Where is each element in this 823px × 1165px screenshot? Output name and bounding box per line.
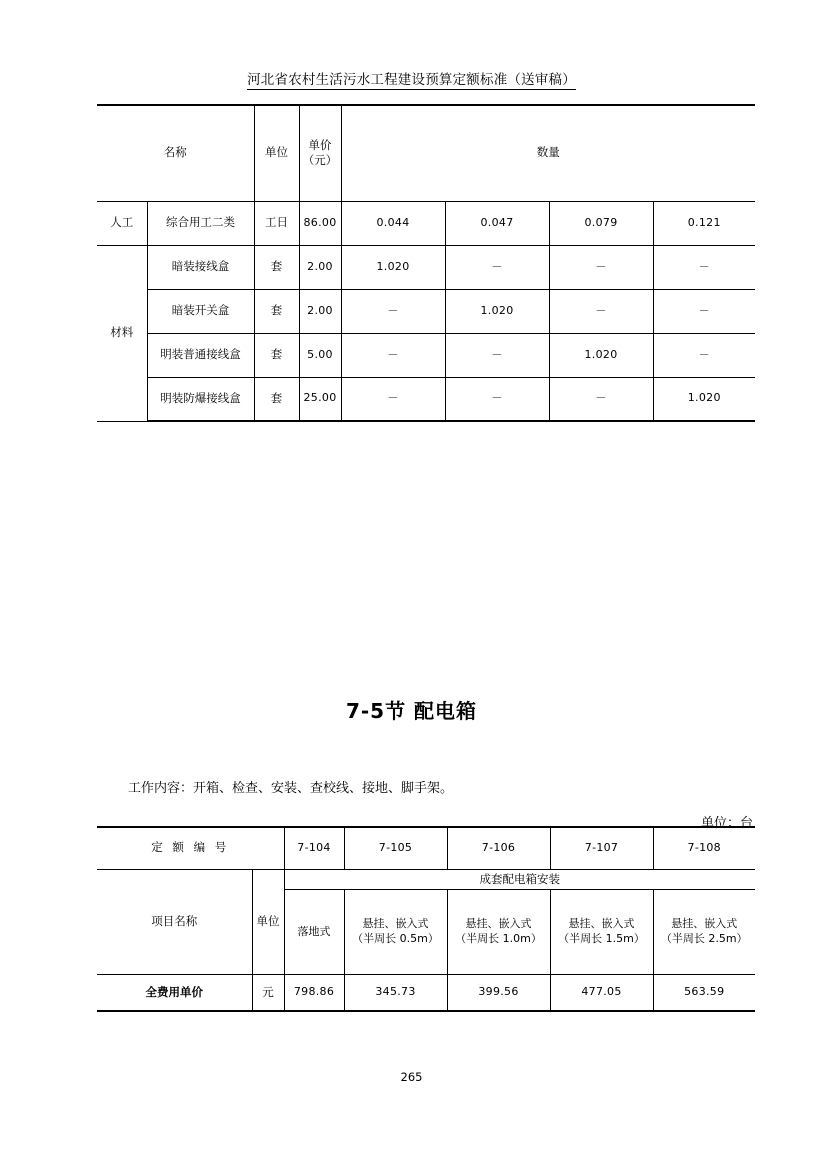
header-unit-price bbox=[299, 105, 341, 201]
header-unit-price-line1: 单价 bbox=[308, 137, 332, 152]
column-type bbox=[284, 890, 344, 975]
materials-quota-table bbox=[97, 104, 755, 422]
header-group-title: 成套配电箱安装 bbox=[284, 869, 755, 890]
quota-number: 7-104 bbox=[284, 827, 344, 869]
column-type-line2: （半周长 1.0m） bbox=[455, 932, 542, 946]
column-type-line1: 悬挂、嵌入式 bbox=[465, 917, 532, 931]
item-quantity: － bbox=[549, 245, 653, 289]
item-quantity: 0.121 bbox=[653, 201, 755, 245]
item-quantity: － bbox=[653, 289, 755, 333]
item-name: 综合用工二类 bbox=[147, 201, 254, 245]
page-number: 265 bbox=[400, 1070, 423, 1084]
item-name: 明装防爆接线盒 bbox=[147, 377, 254, 421]
price-value: 798.86 bbox=[284, 975, 344, 1011]
item-quantity: 1.020 bbox=[653, 377, 755, 421]
item-quantity: 0.047 bbox=[445, 201, 549, 245]
price-row-unit: 元 bbox=[252, 975, 284, 1011]
table-row bbox=[97, 333, 755, 377]
item-quantity: 0.044 bbox=[341, 201, 445, 245]
item-quantity: － bbox=[445, 333, 549, 377]
header-unit: 单位 bbox=[252, 869, 284, 975]
item-quantity: － bbox=[341, 377, 445, 421]
item-quantity: － bbox=[341, 333, 445, 377]
column-type-line1: 悬挂、嵌入式 bbox=[568, 917, 635, 931]
column-type-line1: 落地式 bbox=[297, 924, 331, 938]
item-name: 暗装开关盒 bbox=[147, 289, 254, 333]
item-quantity: 1.020 bbox=[445, 289, 549, 333]
item-unit: 套 bbox=[254, 245, 299, 289]
column-type bbox=[447, 890, 550, 975]
price-value: 399.56 bbox=[447, 975, 550, 1011]
quota-number-row bbox=[97, 827, 755, 869]
panels-quota-table bbox=[97, 826, 755, 1012]
table-row bbox=[97, 201, 755, 245]
item-quantity: － bbox=[549, 377, 653, 421]
item-quantity: － bbox=[653, 245, 755, 289]
item-unit: 套 bbox=[254, 289, 299, 333]
column-type-line2: （半周长 1.5m） bbox=[558, 932, 645, 946]
column-type bbox=[344, 890, 447, 975]
item-quantity: － bbox=[445, 245, 549, 289]
item-quantity: 1.020 bbox=[341, 245, 445, 289]
unit-note: 单位：台 bbox=[700, 816, 753, 831]
column-type-line2: （半周长 2.5m） bbox=[660, 932, 748, 946]
column-type bbox=[653, 890, 755, 975]
item-quantity: － bbox=[341, 289, 445, 333]
document-header-title-text: 河北省农村生活污水工程建设预算定额标准（送审稿） bbox=[247, 72, 576, 88]
item-unit-price: 2.00 bbox=[299, 245, 341, 289]
item-quantity: 0.079 bbox=[549, 201, 653, 245]
item-unit: 套 bbox=[254, 377, 299, 421]
item-unit: 套 bbox=[254, 333, 299, 377]
item-quantity: 1.020 bbox=[549, 333, 653, 377]
quota-number: 7-108 bbox=[653, 827, 755, 869]
price-value: 563.59 bbox=[653, 975, 755, 1011]
item-unit-price: 86.00 bbox=[299, 201, 341, 245]
price-value: 345.73 bbox=[344, 975, 447, 1011]
column-type-line1: 悬挂、嵌入式 bbox=[671, 917, 738, 931]
quota-number: 7-105 bbox=[344, 827, 447, 869]
header-unit: 单位 bbox=[254, 105, 299, 201]
table-header-row bbox=[97, 105, 755, 201]
work-content-line: 工作内容：开箱、检查、安装、查校线、接地、脚手架。 bbox=[128, 781, 454, 796]
table-row bbox=[97, 289, 755, 333]
item-quantity: － bbox=[549, 289, 653, 333]
header-quantity: 数量 bbox=[341, 105, 755, 201]
group-title-row bbox=[97, 869, 755, 890]
item-name: 明装普通接线盒 bbox=[147, 333, 254, 377]
price-row-label: 全费用单价 bbox=[97, 975, 252, 1011]
quota-number: 7-106 bbox=[447, 827, 550, 869]
item-quantity: － bbox=[653, 333, 755, 377]
document-header-title bbox=[0, 68, 823, 88]
table-row bbox=[97, 377, 755, 421]
table-row bbox=[97, 245, 755, 289]
item-unit-price: 25.00 bbox=[299, 377, 341, 421]
item-unit-price: 5.00 bbox=[299, 333, 341, 377]
column-type-line2: （半周长 0.5m） bbox=[352, 932, 439, 946]
total-price-row bbox=[97, 975, 755, 1011]
column-type-line1: 悬挂、嵌入式 bbox=[362, 917, 429, 931]
item-unit-price: 2.00 bbox=[299, 289, 341, 333]
price-value: 477.05 bbox=[550, 975, 653, 1011]
item-name: 暗装接线盒 bbox=[147, 245, 254, 289]
quota-number: 7-107 bbox=[550, 827, 653, 869]
header-name: 名称 bbox=[97, 105, 254, 201]
header-quota-number: 定 额 编 号 bbox=[97, 827, 284, 869]
group-label-materials: 材料 bbox=[97, 245, 147, 421]
item-quantity: － bbox=[445, 377, 549, 421]
column-type bbox=[550, 890, 653, 975]
header-unit-price-line2: （元） bbox=[302, 153, 338, 168]
section-title: 7-5节 配电箱 bbox=[345, 699, 478, 723]
header-project-name: 项目名称 bbox=[97, 869, 252, 975]
item-unit: 工日 bbox=[254, 201, 299, 245]
group-label-labour: 人工 bbox=[97, 201, 147, 245]
